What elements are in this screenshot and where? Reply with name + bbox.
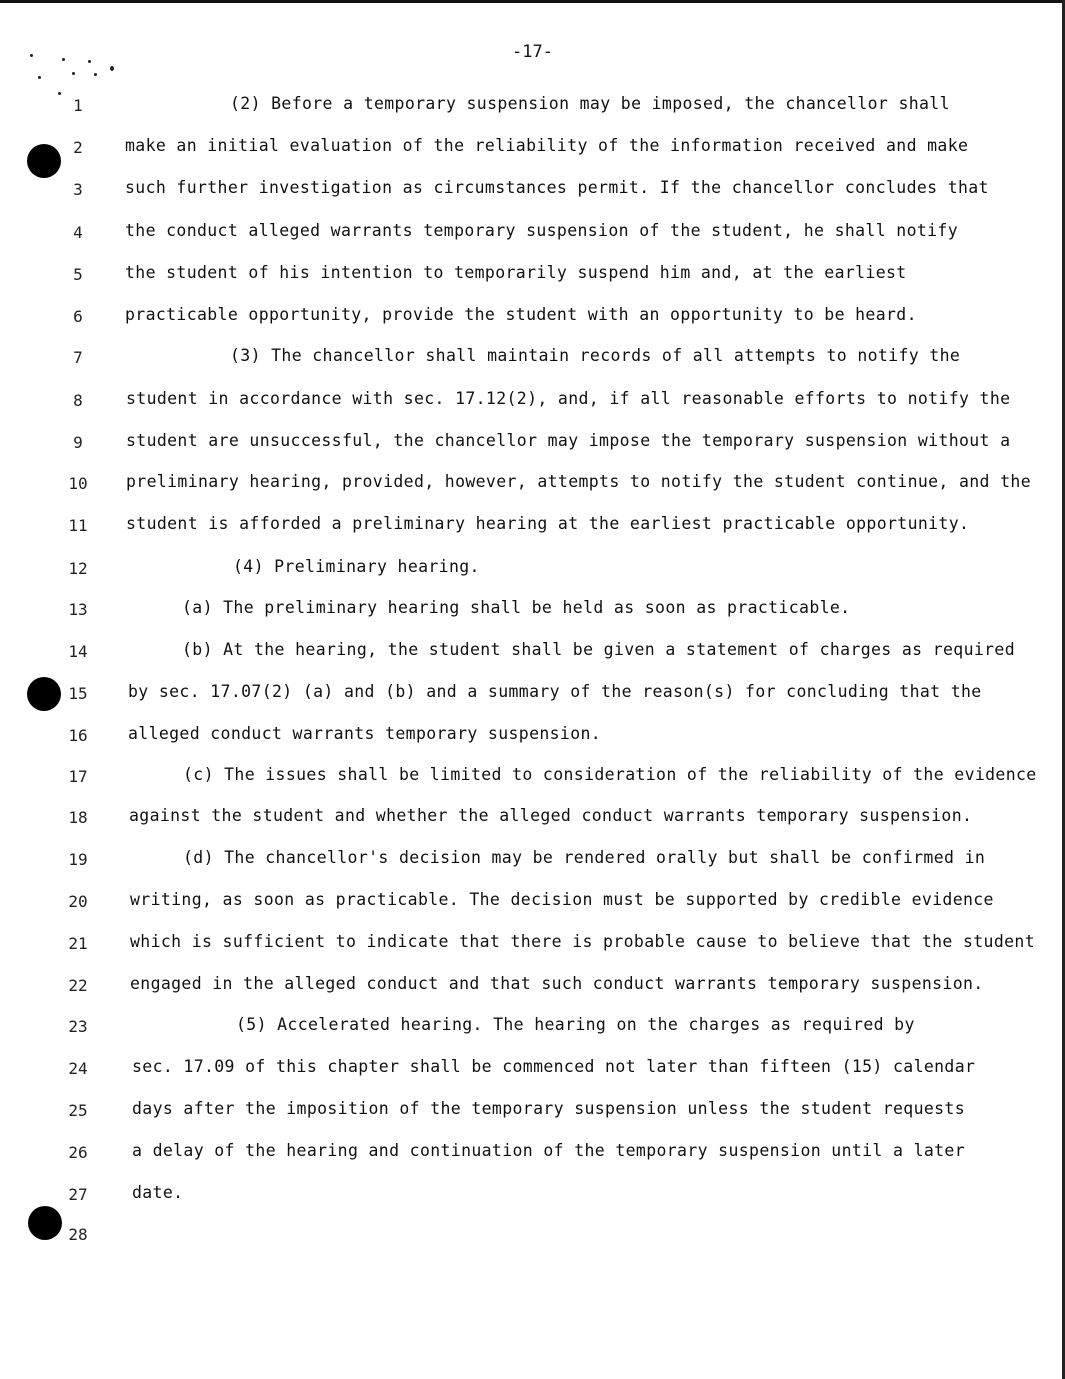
document-line <box>0 94 1060 118</box>
document-line <box>0 514 1060 538</box>
line-number: 2 <box>73 138 83 157</box>
line-number: 3 <box>73 180 83 199</box>
line-number: 20 <box>68 892 88 911</box>
line-number: 27 <box>68 1185 88 1204</box>
document-line <box>0 305 1060 329</box>
document-line <box>0 1183 1060 1207</box>
line-text: by sec. 17.07(2) (a) and (b) and a summary of the reason(s) for concluding that the <box>128 682 982 701</box>
line-number: 10 <box>68 474 88 493</box>
line-text: writing, as soon as practicable. The decision must be supported by credible evidence <box>130 890 994 909</box>
line-text: (a) The preliminary hearing shall be held as soon as practicable. <box>182 598 851 617</box>
document-line <box>0 1099 1060 1123</box>
document-line <box>0 598 1060 622</box>
line-text: days after the imposition of the temporary suspension unless the student requests <box>132 1099 965 1118</box>
document-line <box>0 932 1060 956</box>
line-number: 11 <box>68 516 88 535</box>
document-line <box>0 1223 1060 1247</box>
document-line <box>0 765 1060 789</box>
line-number: 12 <box>68 559 88 578</box>
line-text: practicable opportunity, provide the student with an opportunity to be heard. <box>125 305 917 324</box>
line-text: the student of his intention to temporarily suspend him and, at the earliest <box>125 263 907 282</box>
line-text: the conduct alleged warrants temporary suspension of the student, he shall notify <box>125 221 958 240</box>
line-text: (2) Before a temporary suspension may be imposed, the chancellor shall <box>230 94 950 113</box>
scan-speck <box>38 76 41 79</box>
line-text: (d) The chancellor's decision may be rendered orally but shall be confirmed in <box>183 848 986 867</box>
page-number: -17- <box>512 42 553 62</box>
document-line <box>0 640 1060 664</box>
document-line <box>0 890 1060 914</box>
line-number: 8 <box>73 391 83 410</box>
document-line <box>0 178 1060 202</box>
line-number: 14 <box>68 642 88 661</box>
line-number: 18 <box>68 808 88 827</box>
line-text: a delay of the hearing and continuation of the temporary suspension until a later <box>132 1141 965 1160</box>
document-line <box>0 557 1060 581</box>
line-text: against the student and whether the alleged conduct warrants temporary suspension. <box>129 806 973 825</box>
line-text: date. <box>132 1183 184 1202</box>
line-text: (b) At the hearing, the student shall be given a statement of charges as required <box>182 640 1015 659</box>
scan-speck <box>94 73 97 76</box>
document-line <box>0 848 1060 872</box>
line-text: student is afforded a preliminary hearing at the earliest practicable opportunity. <box>126 514 970 533</box>
line-text: sec. 17.09 of this chapter shall be commenced not later than fifteen (15) calendar <box>132 1057 976 1076</box>
line-text: such further investigation as circumstances permit. If the chancellor concludes that <box>125 178 989 197</box>
line-text: alleged conduct warrants temporary suspension. <box>128 724 602 743</box>
line-number: 15 <box>68 684 88 703</box>
line-text: (c) The issues shall be limited to consideration of the reliability of the evidence <box>183 765 1037 784</box>
line-number: 23 <box>68 1017 88 1036</box>
line-number: 21 <box>68 934 88 953</box>
line-text: student in accordance with sec. 17.12(2), and, if all reasonable efforts to notify the <box>126 389 1011 408</box>
line-number: 22 <box>68 976 88 995</box>
line-number: 17 <box>68 767 88 786</box>
line-number: 16 <box>68 726 88 745</box>
line-text: (3) The chancellor shall maintain records of all attempts to notify the <box>230 346 961 365</box>
page-top-border <box>0 0 1065 3</box>
line-number: 7 <box>73 348 83 367</box>
line-number: 1 <box>73 96 83 115</box>
line-number: 28 <box>68 1225 88 1244</box>
line-text: (5) Accelerated hearing. The hearing on the charges as required by <box>236 1015 915 1034</box>
document-line <box>0 682 1060 706</box>
line-number: 5 <box>73 265 83 284</box>
line-number: 13 <box>68 600 88 619</box>
scan-speck <box>72 72 75 75</box>
document-line <box>0 724 1060 748</box>
document-line <box>0 389 1060 413</box>
scan-speck <box>110 66 114 71</box>
line-text: engaged in the alleged conduct and that such conduct warrants temporary suspension. <box>130 974 984 993</box>
document-line <box>0 472 1060 496</box>
line-text: student are unsuccessful, the chancellor may impose the temporary suspension without a <box>126 431 1011 450</box>
document-line <box>0 1141 1060 1165</box>
document-line <box>0 136 1060 160</box>
line-number: 26 <box>68 1143 88 1162</box>
line-number: 19 <box>68 850 88 869</box>
document-line <box>0 221 1060 245</box>
document-line <box>0 1057 1060 1081</box>
document-line <box>0 263 1060 287</box>
line-number: 25 <box>68 1101 88 1120</box>
line-number: 6 <box>73 307 83 326</box>
line-text: which is sufficient to indicate that there is probable cause to believe that the student <box>130 932 1035 951</box>
document-line <box>0 806 1060 830</box>
document-line <box>0 974 1060 998</box>
line-number: 24 <box>68 1059 88 1078</box>
line-number: 4 <box>73 223 83 242</box>
line-text: preliminary hearing, provided, however, attempts to notify the student continue, and the <box>126 472 1031 491</box>
line-number: 9 <box>73 433 83 452</box>
document-line <box>0 346 1060 370</box>
line-text: make an initial evaluation of the reliability of the information received and make <box>125 136 969 155</box>
document-line <box>0 431 1060 455</box>
document-line <box>0 1015 1060 1039</box>
line-text: (4) Preliminary hearing. <box>233 557 480 576</box>
